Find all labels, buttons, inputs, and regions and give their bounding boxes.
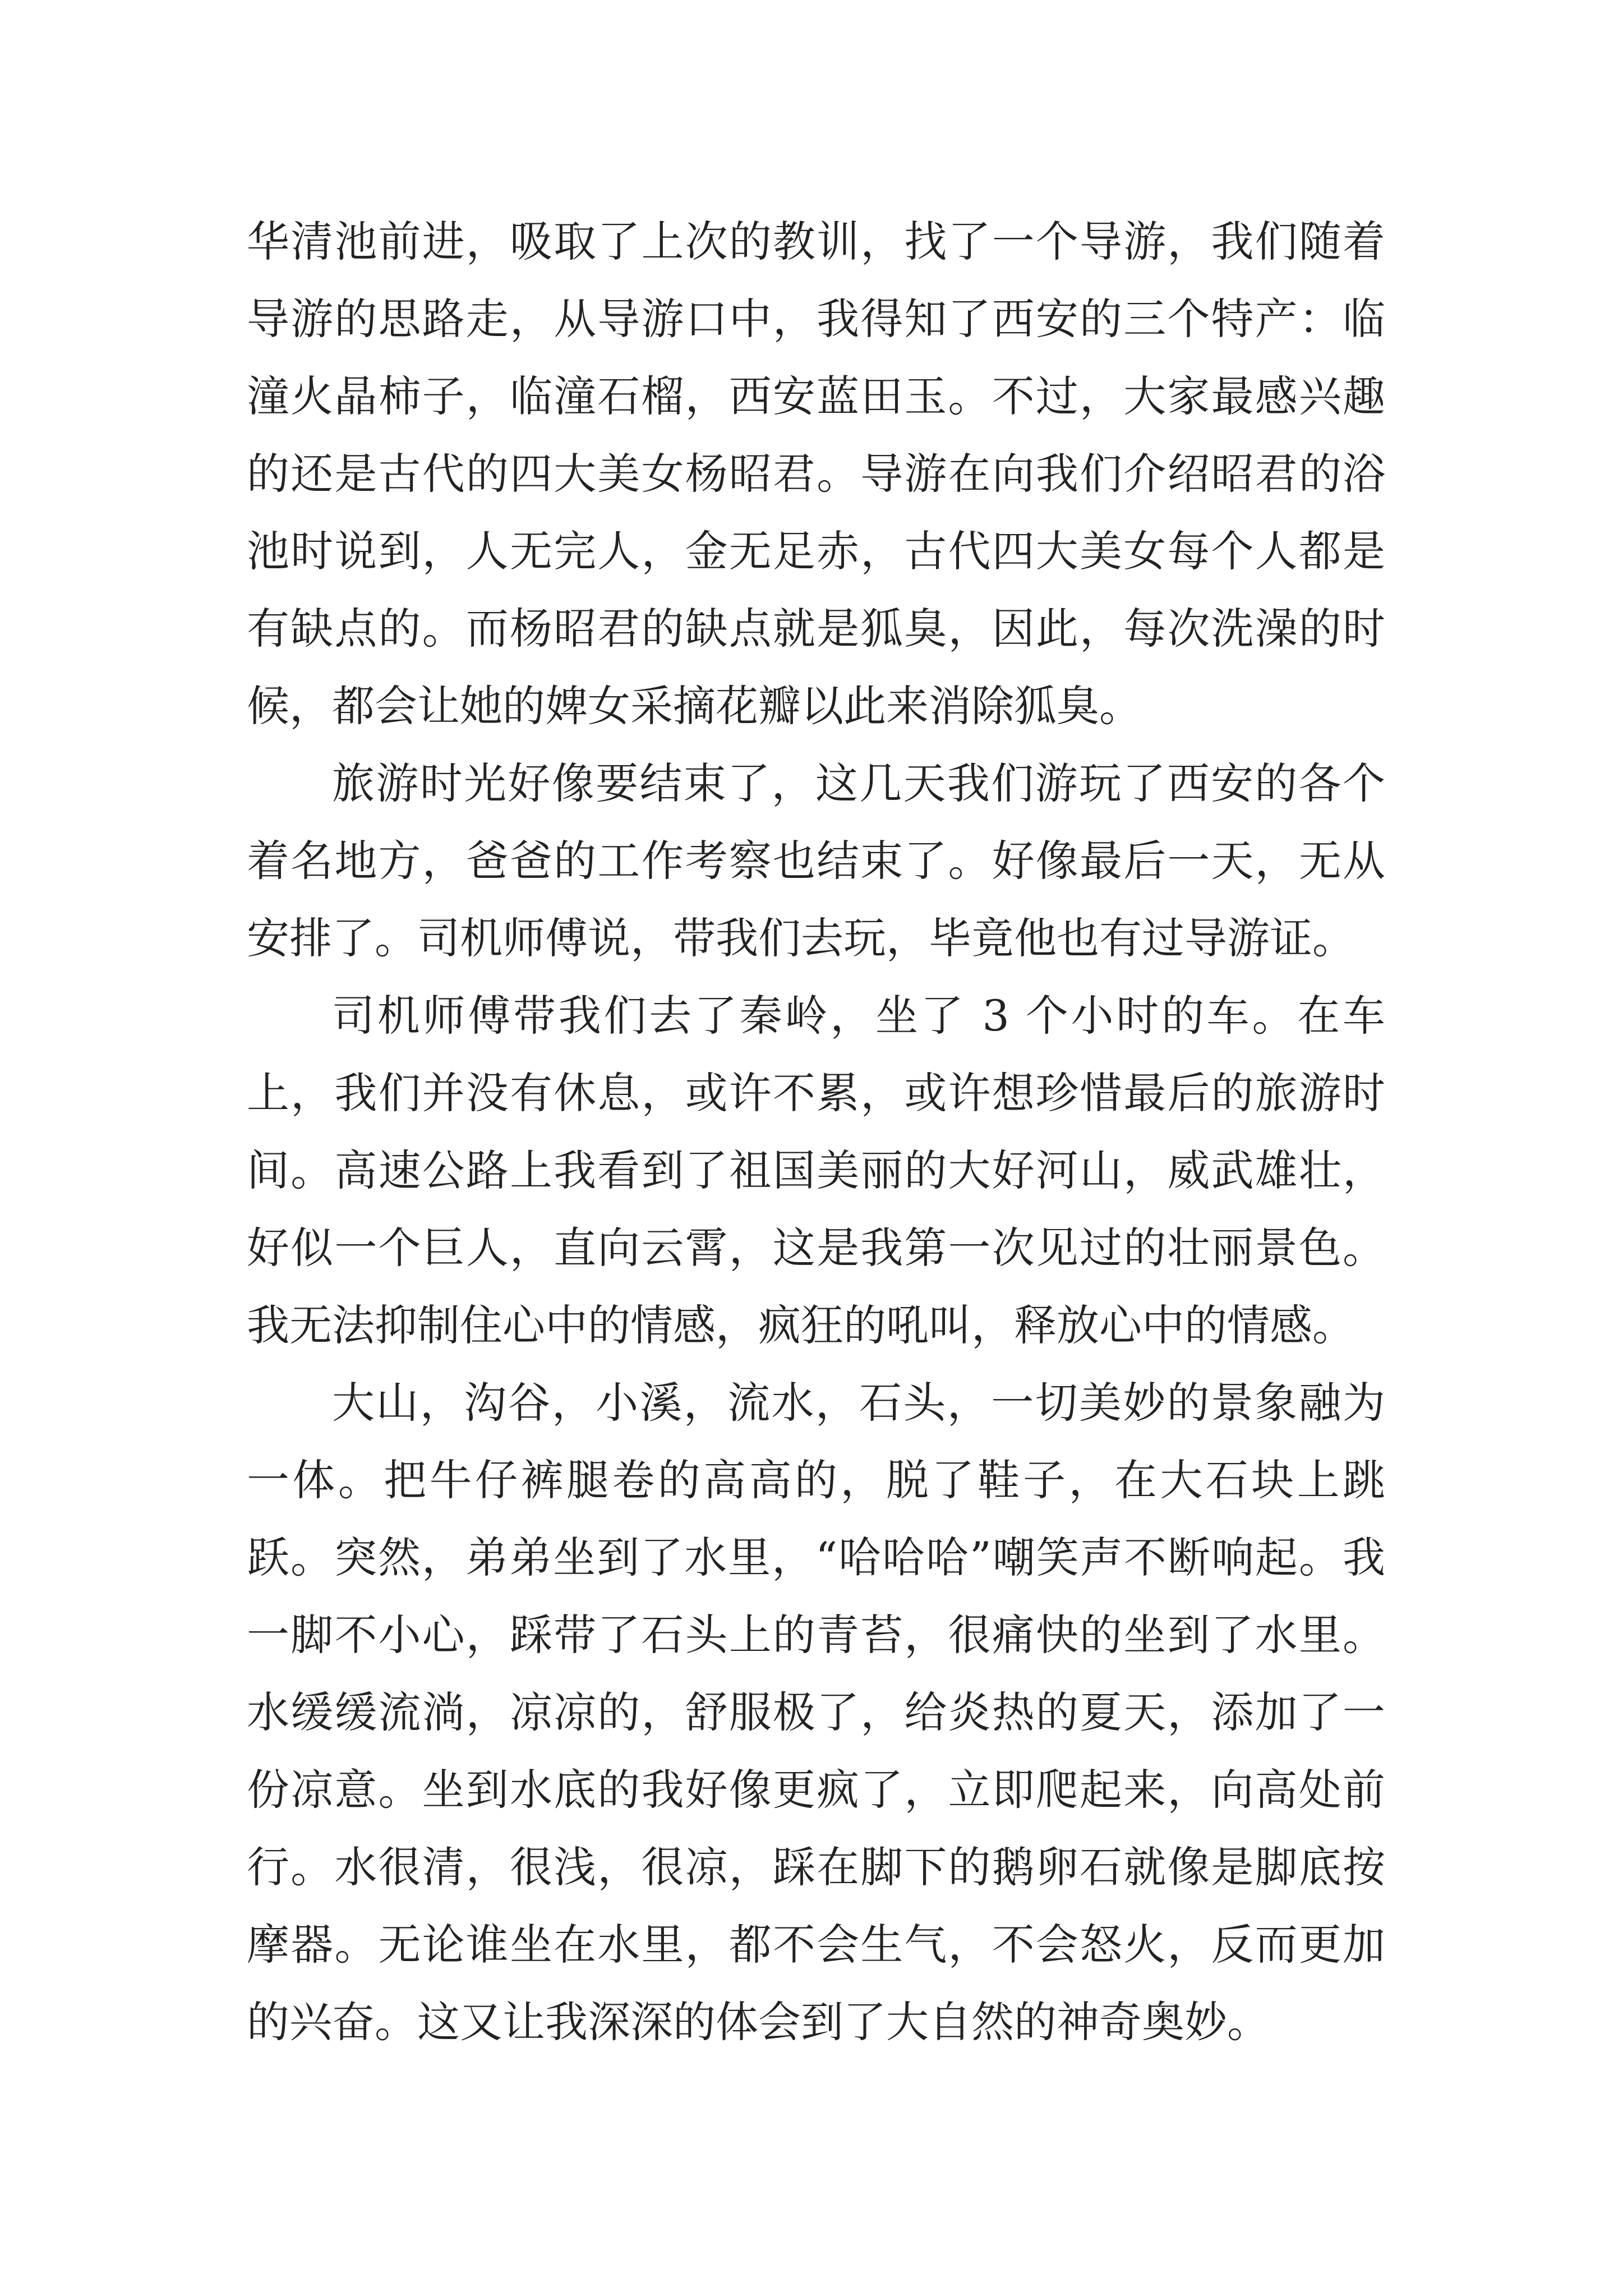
paragraph-3: 司机师傅带我们去了秦岭，坐了 3 个小时的车。在车上，我们并没有休息，或许不累，或许想珍惜最后的旅游时间。高速公路上我看到了祖国美丽的大好河山，威武雄壮，好似一个巨人，直向云霄，这是我第一次见过的壮丽景色。我无法抑制住心中的情感，疯狂的吼叫，释放心中的情感。 xyxy=(247,991,1385,1350)
paragraph-2: 旅游时光好像要结束了，这几天我们游玩了西安的各个着名地方，爸爸的工作考察也结束了。好像最后一天，无从安排了。司机师傅说，带我们去玩，毕竟他也有过导游证。 xyxy=(247,758,1385,963)
paragraph-1: 华清池前进，吸取了上次的教训，找了一个导游，我们随着导游的思路走，从导游口中，我得知了西安的三个特产：临潼火晶柿子，临潼石榴，西安蓝田玉。不过，大家最感兴趣的还是古代的四大美女杨昭君。导游在向我们介绍昭君的浴池时说到，人无完人，金无足赤，古代四大美女每个人都是有缺点的。而杨昭君的缺点就是狐臭，因此，每次洗澡的时候，都会让她的婢女采摘花瓣以此来消除狐臭。 xyxy=(247,217,1385,731)
paragraph-4: 大山，沟谷，小溪，流水，石头，一切美妙的景象融为一体。把牛仔裤腿卷的高高的，脱了鞋子，在大石块上跳跃。突然，弟弟坐到了水里，“哈哈哈”嘲笑声不断响起。我一脚不小心，踩带了石头上的青苔，很痛快的坐到了水里。水缓缓流淌，凉凉的，舒服极了，给炎热的夏天，添加了一份凉意。坐到水底的我好像更疯了，立即爬起来，向高处前行。水很清，很浅，很凉，踩在脚下的鹅卵石就像是脚底按摩器。无论谁坐在水里，都不会生气，不会怒火，反而更加的兴奋。这又让我深深的体会到了大自然的神奇奥妙。 xyxy=(247,1378,1385,2047)
body-text xyxy=(247,203,1385,2061)
